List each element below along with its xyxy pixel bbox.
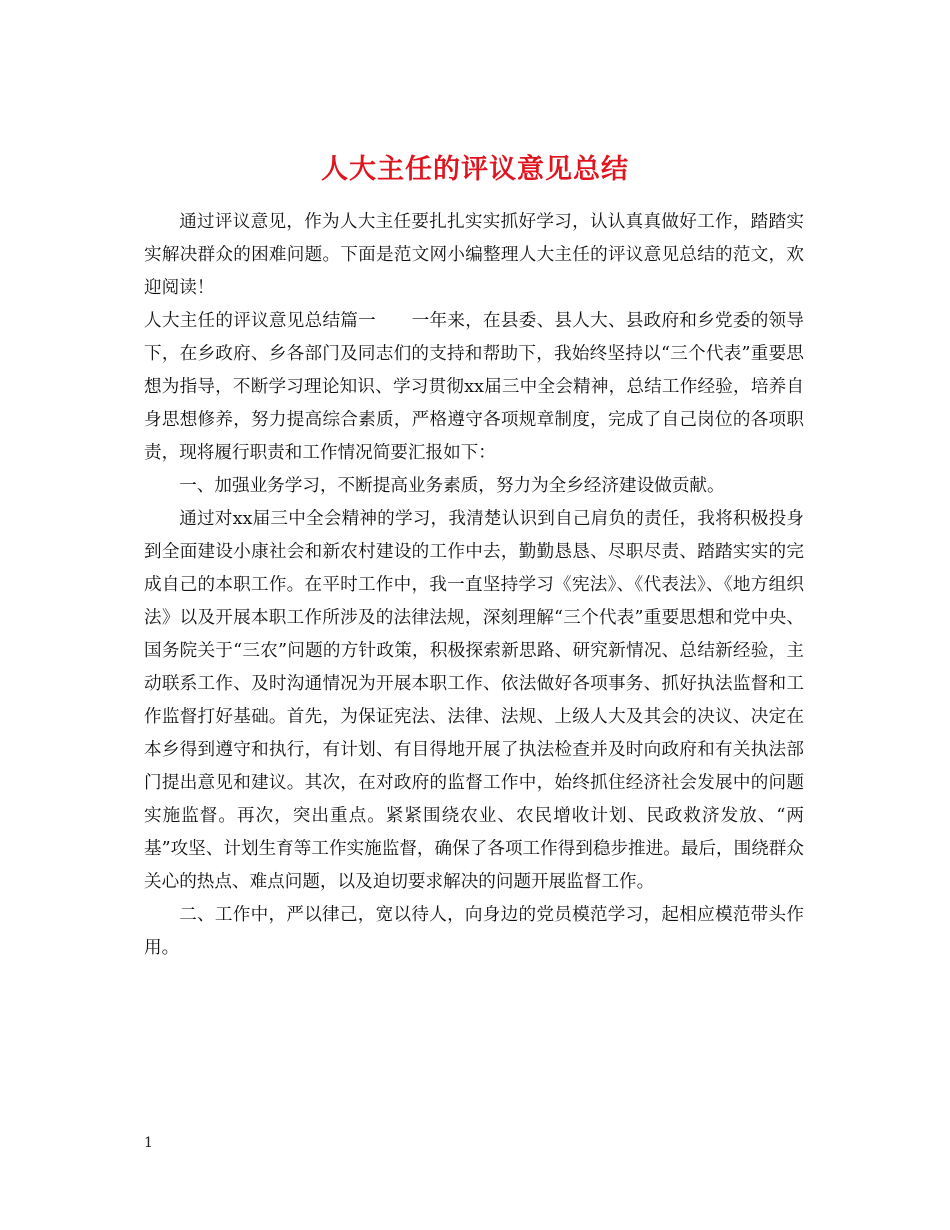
heading-one-paragraph: 一、加强业务学习，不断提高业务素质，努力为全乡经济建设做贡献。 [179, 476, 725, 496]
intro-paragraph: 通过评议意见，作为人大主任要扎扎实实抓好学习，认认真真做好工作，踏踏实实解决群众的困难问题。下面是范文网小编整理人大主任的评议意见总结的范文，欢迎阅读！ [144, 212, 804, 298]
page-number: 1 [144, 1135, 153, 1151]
document-body [144, 206, 804, 965]
document-title: 人大主任的评议意见总结 [321, 154, 629, 186]
heading-two-paragraph: 二、工作中，严以律己，宽以待人，向身边的党员模范学习，起相应模范带头作用。 [144, 905, 804, 958]
study-paragraph: 通过对xx届三中全会精神的学习，我清楚认识到自己肩负的责任，我将积极投身到全面建设小康社会和新农村建设的工作中去，勤勤恳恳、尽职尽责、踏踏实实的完成自己的本职工作。在平时工作中，我一直坚持学习《宪法》、《代表法》、《地方组织法》以及开展本职工作所涉及的法律法规，深刻理解“三个代表”重要思想和党中央、国务院关于“三农”问题的方针政策，积极探索新思路、研究新情况、总结新经验，主动联系工作、及时沟通情况为开展本职工作、依法做好各项事务、抓好执法监督和工作监督打好基础。首先，为保证宪法、法律、法规、上级人大及其会的决议、决定在本乡得到遵守和执行，有计划、有目得地开展了执法检查并及时向政府和有关执法部门提出意见和建议。其次，在对政府的监督工作中，始终抓住经济社会发展中的问题实施监督。再次，突出重点。紧紧围绕农业、农民增收计划、民政救济发放、“两基”攻坚、计划生育等工作实施监督，确保了各项工作得到稳步推进。最后，围绕群众关心的热点、难点问题，以及迫切要求解决的问题开展监督工作。 [144, 509, 804, 892]
section-one-paragraph: 人大主任的评议意见总结篇一 一年来，在县委、县人大、县政府和乡党委的领导下，在乡政府、乡各部门及同志们的支持和帮助下，我始终坚持以“三个代表”重要思想为指导，不断学习理论知识、学习贯彻xx届三中全会精神，总结工作经验，培养自身思想修养，努力提高综合素质，严格遵守各项规章制度，完成了自己岗位的各项职责，现将履行职责和工作情况简要汇报如下： [144, 311, 804, 463]
